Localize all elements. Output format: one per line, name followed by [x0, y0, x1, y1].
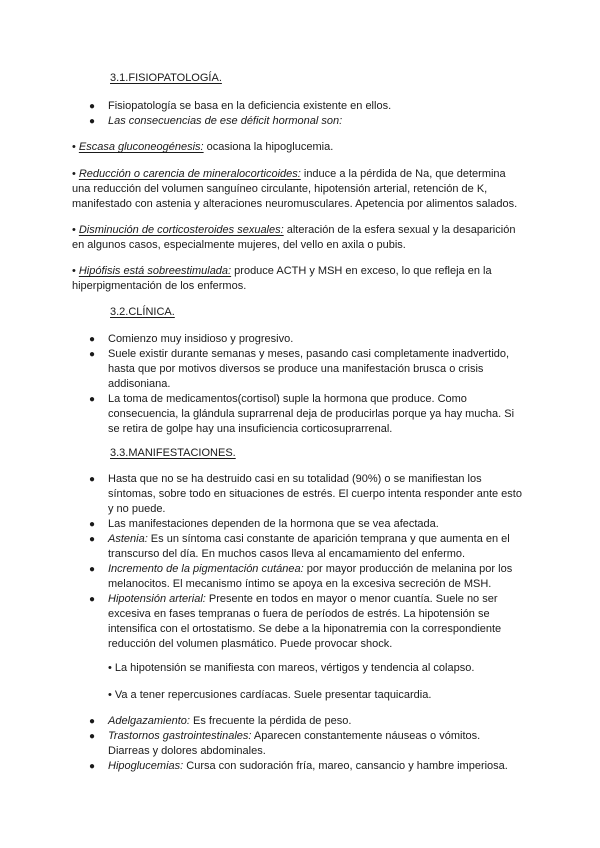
- list-item: ● Las consecuencias de ese déficit hormonal son:: [89, 115, 343, 127]
- section-heading-clinica: 3.2.CLÍNICA.: [110, 306, 175, 318]
- bullet-icon: ●: [89, 349, 96, 360]
- clinica-bullet-list: [72, 332, 522, 437]
- bullet-icon: ●: [89, 519, 96, 530]
- bullet-icon: ●: [89, 534, 96, 545]
- paragraph-gluconeogenesis: • Escasa gluconeogénesis: ocasiona la hipoglucemia.: [72, 141, 334, 153]
- paragraph-hipofisis: • Hipófisis está sobreestimulada: produce ACTH y MSH en exceso, lo que refleja en la hiperpigmentación de los enfermos.: [72, 265, 492, 292]
- bullet-icon: •: [108, 689, 112, 701]
- section-heading-manifestaciones: 3.3.MANIFESTACIONES.: [110, 447, 236, 459]
- list-item: ● Las manifestaciones dependen de la hormona que se vea afectada.: [89, 518, 439, 530]
- list-item: ● Suele existir durante semanas y meses, pasando casi completamente inadvertido, hasta que por motivos diversos se produce una manifestación brusca o crisis addisoniana.: [89, 348, 510, 390]
- list-item: ● Comienzo muy insidioso y progresivo.: [89, 333, 294, 345]
- bullet-icon: ●: [89, 564, 96, 575]
- list-item: ● Trastornos gastrointestinales: Aparecen constantemente náuseas o vómitos. Diarreas y dolores abdominales.: [89, 730, 481, 757]
- bullet-icon: ●: [89, 594, 96, 605]
- list-item: ● Hipoglucemias: Cursa con sudoración fría, mareo, cansancio y hambre imperiosa.: [89, 760, 508, 772]
- bullet-icon: •: [72, 265, 76, 277]
- list-item: ● Incremento de la pigmentación cutánea: por mayor producción de melanina por los melanocitos. El mecanismo íntimo se apoya en la excesiva secreción de MSH.: [89, 563, 513, 590]
- bullet-icon: ●: [89, 334, 96, 345]
- list-item: ● Hipotensión arterial: Presente en todos en mayor o menor cuantía. Suele no ser excesiva en fases tempranas o fuera de períodos de estrés. La hipotensión se intensifica con el ortostatismo. Se debe a la hiponatremia con la correspondiente reducción del volumen plasmático. Puede provocar shock.: [89, 593, 502, 650]
- fisiopatologia-bullet-list: [72, 99, 522, 129]
- bullet-icon: ●: [89, 394, 96, 405]
- sub-item-mareos: • La hipotensión se manifiesta con mareos, vértigos y tendencia al colapso.: [108, 662, 475, 674]
- manifestaciones-bullet-list: [72, 472, 522, 652]
- paragraph-corticosteroides: • Disminución de corticosteroides sexuales: alteración de la esfera sexual y la desaparición en algunos casos, especialmente mujeres, del vello en axila o pubis.: [72, 224, 516, 251]
- bullet-icon: •: [72, 168, 76, 180]
- section-heading-fisiopatologia: 3.1.FISIOPATOLOGÍA.: [110, 72, 222, 84]
- bullet-icon: ●: [89, 731, 96, 742]
- bullet-icon: ●: [89, 761, 96, 772]
- bullet-icon: ●: [89, 474, 96, 485]
- list-item: ● Fisiopatología se basa en la deficiencia existente en ellos.: [89, 100, 392, 112]
- list-item: ● Hasta que no se ha destruido casi en su totalidad (90%) o se manifiestan los síntomas, sobre todo en situaciones de estrés. El cuerpo intenta responder ante esto y no puede.: [89, 473, 522, 515]
- manifestaciones-bullet-list-2: [72, 714, 522, 774]
- list-item: ● Adelgazamiento: Es frecuente la pérdida de peso.: [89, 715, 352, 727]
- list-item: ● La toma de medicamentos(cortisol) suple la hormona que produce. Como consecuencia, la glándula suprarrenal deja de producirlas porque ya hay mucha. Si se retira de golpe hay una insuficiencia corticosuprarrenal.: [89, 393, 515, 435]
- list-item: ● Astenia: Es un síntoma casi constante de aparición temprana y que aumenta en el transcurso del día. En muchos casos lleva al encamamiento del enfermo.: [89, 533, 510, 560]
- bullet-icon: ●: [89, 116, 96, 127]
- bullet-icon: •: [72, 224, 76, 236]
- bullet-icon: •: [72, 141, 76, 153]
- bullet-icon: ●: [89, 716, 96, 727]
- bullet-icon: •: [108, 662, 112, 674]
- sub-item-taquicardia: • Va a tener repercusiones cardíacas. Suele presentar taquicardia.: [108, 689, 432, 701]
- paragraph-mineralocorticoides: • Reducción o carencia de mineralocorticoides: induce a la pérdida de Na, que determina una reducción del volumen sanguíneo circulante, hipotensión arterial, retención de K, manifestado con astenia y alteraciones neuromusculares. Apetencia por alimentos salados.: [72, 168, 518, 210]
- bullet-icon: ●: [89, 101, 96, 112]
